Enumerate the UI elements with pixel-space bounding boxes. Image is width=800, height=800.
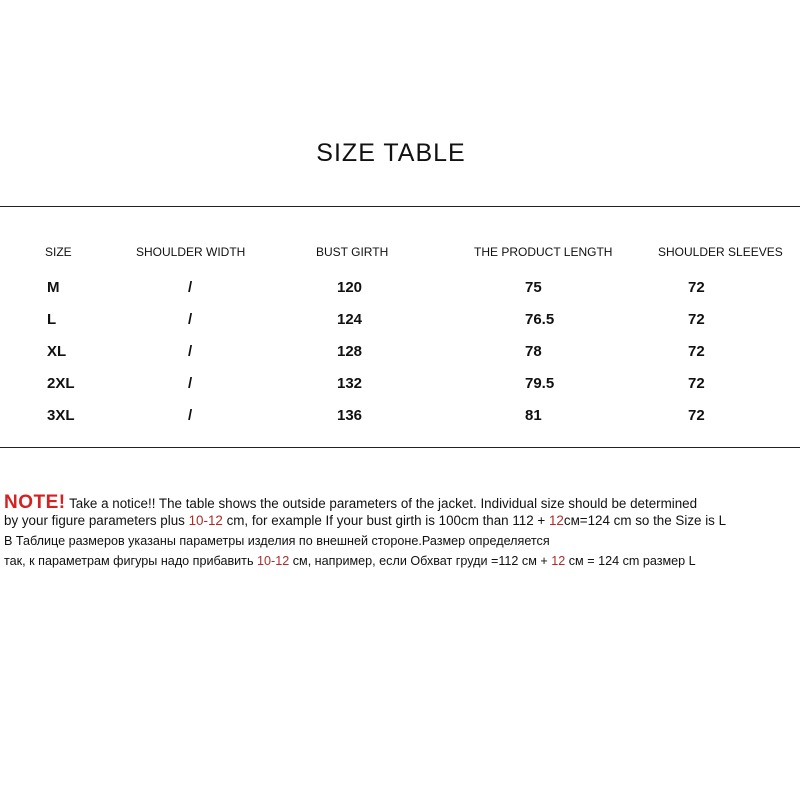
cell-product-length: 79.5 <box>525 375 555 392</box>
header-product-length: THE PRODUCT LENGTH <box>474 245 613 259</box>
top-divider <box>0 206 800 207</box>
note-line-en-1: NOTE! Take a notice!! The table shows the outside parameters of the jacket. Individual size should be determined <box>4 492 698 513</box>
cell-bust-girth: 124 <box>337 311 363 328</box>
cell-bust-girth: 136 <box>337 407 363 424</box>
cell-size: 2XL <box>47 375 75 392</box>
cell-product-length: 78 <box>525 343 542 360</box>
cell-bust-girth: 120 <box>337 279 363 296</box>
cell-shoulder-sleeves: 72 <box>688 375 705 392</box>
note-heading: NOTE! <box>4 492 66 513</box>
size-note <box>4 494 798 570</box>
cell-product-length: 76.5 <box>525 311 555 328</box>
note-line-en-2: by your figure parameters plus 10-12 cm, for example If your bust girth is 100cm than 112 + 12см=124 cm so the Size is L <box>4 513 727 528</box>
cell-shoulder-width: / <box>188 343 193 360</box>
highlight-value: 12 <box>551 554 566 568</box>
bottom-divider <box>0 447 800 448</box>
cell-size: M <box>47 279 60 296</box>
header-shoulder-width: SHOULDER WIDTH <box>136 245 246 259</box>
cell-shoulder-sleeves: 72 <box>688 279 705 296</box>
header-size: SIZE <box>45 245 72 259</box>
page-title: SIZE TABLE <box>316 139 466 167</box>
header-shoulder-sleeves: SHOULDER SLEEVES <box>658 245 783 259</box>
cell-shoulder-width: / <box>188 279 193 296</box>
cell-shoulder-width: / <box>188 407 193 424</box>
cell-shoulder-sleeves: 72 <box>688 343 705 360</box>
cell-size: 3XL <box>47 407 75 424</box>
cell-bust-girth: 132 <box>337 375 363 392</box>
highlight-range: 10-12 <box>257 554 290 568</box>
cell-shoulder-sleeves: 72 <box>688 311 705 328</box>
cell-shoulder-width: / <box>188 375 193 392</box>
cell-size: XL <box>47 343 67 360</box>
cell-bust-girth: 128 <box>337 343 363 360</box>
cell-product-length: 81 <box>525 407 542 424</box>
cell-product-length: 75 <box>525 279 542 296</box>
cell-size: L <box>47 311 57 328</box>
note-line-ru-1: В Таблице размеров указаны параметры изделия по внешней стороне.Размер определяется <box>4 534 550 548</box>
highlight-value: 12 <box>548 513 564 528</box>
cell-shoulder-width: / <box>188 311 193 328</box>
note-line-ru-2: так, к параметрам фигуры надо прибавить 10-12 см, например, если Обхват груди =112 см + 12 см = 124 cm размер L <box>4 554 696 568</box>
cell-shoulder-sleeves: 72 <box>688 407 705 424</box>
highlight-range: 10-12 <box>188 513 223 528</box>
header-bust-girth: BUST GIRTH <box>316 245 389 259</box>
